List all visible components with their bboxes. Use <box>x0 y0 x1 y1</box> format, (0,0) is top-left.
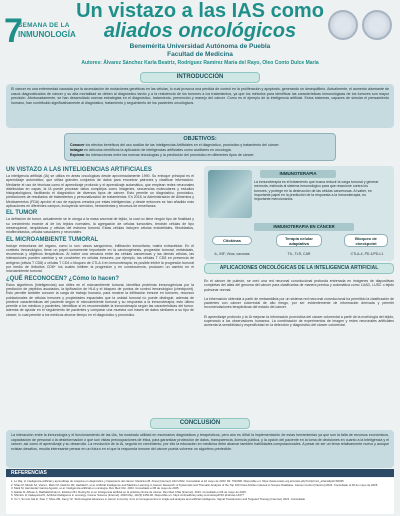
intro-text: El cáncer es una enfermedad causada por la acumulación de mutaciones genéticas en las células, lo cual provoca una pérdida de control en la proliferación y apoptosis, generando un desequilibrio. Actualmente, el aumento alarmante de casos diagnosticados de cáncer y su alta mortalidad se deben al diagnóstico tardío y a la resistencia de los tumores a los tratamientos, ya que los métodos para identificar las características inmunológicas de los tumores son mayor precisión. Afortunadamente, se han desarrollado nuevas estrategias en el diagnóstico, tratamiento, prevención y manejo del cáncer. Como es el ejemplo de la inteligencia artificial. Estos sistemas, capaces de simular el pensamiento humano, han contribuido significativamente al diagnóstico, tratamiento y seguimiento de los pacientes oncológicos. <box>6 84 394 128</box>
conclusion-text: La interacción entre la inmunología y el funcionamiento de las IAs, ha mostrado utilidad en escenarios diagnósticos y terapéuticos, pero aún es difícil la implementación de estas herramientas ya que son la falta de recursos económicos, capacitación de personal o la desinformación o que son vistas preocupaciones de ética, para garantizar protección de datos, transparencia, licencia pública, y la opción del paciente en la toma de decisiones en cuanto a la inteligencia y el cáncer, así como el aprendizaje y su desarrollo. La revolución de la IA, seguirá en crecimiento, por ello la educación en medicina debe abarcar también habilidades computacionales. A pesar de ser un tema relativamente nuevo y aunque existan desafíos, resulta interesante pensar en un futuro en el que la respuesta inmune del cáncer pueda volverse un algoritmo predecible. <box>6 430 394 468</box>
institution-name: Benemérita Universidad Autónoma de Puebla <box>129 43 271 50</box>
immunotherapy-box <box>204 166 394 261</box>
objective-verb: Explorar <box>70 152 85 157</box>
university-seal-icon <box>328 10 358 40</box>
section-text-ia: La inteligencia artificial (IA) se utiliza en áreas oncológicas desde aproximadamente 1990. Su enfoque principal es el aprendizaje automático, que utiliza grandes conjuntos de datos para encontrar patrones y clasificar información. Mediante el uso de técnicas como el aprendizaje profundo y el aprendizaje automático, que emplean redes neuronales distribuidas en capas, la IA puede procesar datos complejos como imágenes, secuencias moleculares y estudios histopatológicos, facilitando el diagnóstico de diversos tipos de cáncer. Esto permite un diagnóstico, pronóstico, predicciones de resultados de tratamientos y personalización de tratamientos. En 2018, la Administración de Alimentos y Medicamentos (FDA) aprobó el uso de equipos creados por estas inteligencias, y desde entonces se han añadido más aplicaciones en diferentes campos, incluyendo servicios, herramientas y recursos de enseñanza. <box>6 174 194 209</box>
poster-header <box>0 0 400 70</box>
faculty-seal-icon <box>362 10 392 40</box>
references-list <box>6 478 394 514</box>
conclusion-heading: CONCLUSIÓN <box>150 418 250 429</box>
poster-title-line2: aliados oncológicos <box>103 20 297 42</box>
intro-heading: INTRODUCCIÓN <box>140 72 260 83</box>
diagram-node-terapia: Terapia celular adaptativa <box>276 234 322 247</box>
objectives-box <box>64 133 336 161</box>
left-column <box>6 165 194 317</box>
immune-cell-image <box>208 170 252 218</box>
objective-item <box>70 153 330 158</box>
apps-paragraph-3: El aprendizaje profundo y la IA mejoran la información pronóstica del cáncer colorrectal a partir de la morfología del tejido, superando a los observadores humanos. La combinación de experimentos de imagen y redes neuronales artificiales aumenta la sensibilidad y especificidad en la detección y diagnóstico del cáncer colorrectal. <box>204 314 394 328</box>
apps-paragraph-2: La información obtenida a partir de metaanálisis por un sistema red neuronal convolucional ha permitido la clasificación de pacientes con cáncer colorrectal de alto riesgo, por ser evidentemente de información derivada y permitir recomendaciones terapéuticas del estado del cáncer. <box>204 296 394 310</box>
objective-text: en artículos científicos la aplicación de inteligencias artificiales como auxiliares en oncología. <box>82 147 232 152</box>
objective-verb: Conocer <box>70 143 85 147</box>
objective-text: los efectos benéficos del uso auxiliar de las Inteligencias Artificiales en el diagnóstico, pronóstico y tratamiento del cáncer. <box>84 143 280 147</box>
immunotherapy-diagram-heading: INMUNOTERAPIA EN CÁNCER <box>254 223 354 231</box>
authors-line: Autores: Álvarez Sánchez Karla Beatriz, Rodríguez Ramírez María del Rayo, Oleo Conto Dulce María <box>81 60 319 66</box>
section-title-ia: UN VISTAZO A LAS INTELIGENCIAS ARTIFICIALES <box>6 167 152 173</box>
section-text-reconocen: Estos algoritmos (Inteligencias) son útiles en el microambiente tumoral, identifica proteínas inmunogénicas por la predicción de péptidos asociados, la tipificación de HLA y el bloqueo de puntos de control inmunológico (checkpoint). Esto permite también conocer la carga de trabajo humano, para mostrar la infiltración inmune en tumores, recursos poblacionales de células inmunes y propiedades espaciales que la unidad tumoral no puede distinguir, además de predecir características del paciente según el microambiente tumoral y su respuesta a la inmunoterapia; esto último permite a los médicos y pacientes, identificar si es recomendable la inmunoterapia según las características del tumor, además de ayudar en el seguimiento de pacientes y comparar una muestra con bases de datos similares a su tipo de cáncer, lo cual permite a los médicos ahorrar tiempo en el diagnóstico y pronóstico. <box>6 282 194 317</box>
references-heading: REFERENCIAS <box>6 469 394 477</box>
diagram-node-citokinas: Citokinas <box>212 236 252 245</box>
reference-item: 4. Haider R, Alfwan A, Radhakrishnan A, Erickson BJ, Rodrig M, et al. Inteligencia artificial en la práctica clínica de cáncer. Rev Med Chile [Internet]. 2023. Consultado el 06 de mayo de 2025. <box>11 489 247 494</box>
section-title-reconocen: ¿QUÉ RECONOCEN? ¿Cómo lo hacen? <box>6 275 120 282</box>
objective-verb: Indagar <box>70 147 83 152</box>
diagram-node-checkpoint: Bloqueo de checkpoint <box>344 234 388 247</box>
logo-seven: 7 <box>4 12 23 50</box>
diagram-leaf-terapia: TIL, TLR, CAR <box>287 252 311 256</box>
diagram-leaf-citokinas: IL, INF, Virus, vacunas <box>214 252 250 256</box>
section-title-microambiente: EL MICROAMBIENTE TUMORAL <box>6 236 99 243</box>
reference-item: 3. Mark M, Hernández García Agustín, et al. Inteligencia artificial en oncología. Rev Med Clin. 2023. Consultado el 06 de mayo de 2025. <box>11 486 180 491</box>
immunotherapy-text: La inmunoterapia es el tratamiento que busca reducir la carga tumoral y generar memoria, estimula al sistema inmunológico para que reaccione contra los tumores, y protege en la destrucción de las células cancerosas. Al saber, es importante papel en la predicción de la respuesta a la inmunoterapia, es importante mencionarlos. <box>254 180 379 202</box>
reference-item: 5. Shimizu H, Nakayama KI. Artificial intelligence in oncology. Cancer Science [Internet]. 2020 May; 111(5):1452-60. Disponible en: https://onlinelibrary.wiley.com/doi/epdf/10.1111/cas.14377 <box>11 493 244 498</box>
section-text-tumor: La definición de tumor, actualmente se le otorga a la masa anormal de tejido, la cual no tiene ningún tipo de finalidad y su crecimiento excede al de los tejidos normales, la agregación de células tumorales, tendrán células de tipo mesenquimal, neoplásicas y células del estroma tumoral. Estas células incluyen células endoteliales, fibroblastos, miofibroblastos, células vasculares y neuronales. <box>6 217 194 235</box>
objective-text: las interacciones entre las nuevas tecnologías y la predicción del pronóstico en diferentes tipos de cáncer. <box>84 152 255 157</box>
faculty-name: Facultad de Medicina <box>167 51 233 58</box>
poster-title-line1: Un vistazo a las IAS como <box>76 0 324 22</box>
logo-line2: INMUNOLOGÍA <box>18 30 76 39</box>
diagram-leaf-checkpoint: CTLA-4, PD-1/PD-L1 <box>350 252 384 256</box>
section-title-tumor: EL TUMOR <box>6 210 38 217</box>
logo-line1: SEMANA DE LA <box>18 22 70 29</box>
apps-paragraph-1: En el cáncer de pulmón, se creó una red neuronal convolucional profunda entrenada en imágenes de diapositivas completas del atlas del genoma del cáncer para clasificarlas de manera precisa y automática como LUAD, LUSC o tejido pulmonar normal. <box>204 279 394 292</box>
section-text-microambiente: Incluye estructuras del órgano, como lo son: vasos sanguíneos, infiltración inmunitaria, matriz extracelular. En el contexto inmunológico, tiene un papel sumamente importante en la carcinogénesis, progresión tumoral, metástasis, recurrencia y objetivos terapéuticos. Al haber una cercanía entre las células cancerosas y las demás células, las interacciones pueden cambiar y se convierten en células inmunes; por ejemplo, las células T CD8 en presencia de antígeno (célula T CD8) o células T CD4 o bloqueo de CTLA 4 en inmunoterapia; es posible inhibir la progresión tumoral por medio de linfocitos CD8+ los cuales inhiben la progresión y en consecuencia, producen un cambio en el microambiente tumoral. <box>6 243 194 274</box>
reference-item: 1. Lo Raj, H. Inteligencia artificial y aprendizaje de máquina en diagnóstico y tratamiento del cáncer. Medicina (B. Aires) [internet]. Abril 2022. Consultado el 10 mayo de 2023. 82: 769-800. Disponible en: https://www.scielo.org.ar/scielo.php?script=sci_arttext&pid=S0025 <box>11 479 344 483</box>
immunotherapy-heading: INMUNOTERAPIA <box>260 170 336 178</box>
objectives-heading: OBJETIVOS: <box>183 136 217 142</box>
right-column <box>204 263 394 328</box>
reference-item: 2. Shao M, Mirabi SJ, Vieira I, Marin M, Nashmi JM, Haddad F, et al. Artificial Intelligence and Machine Learning in Cancer Research: A Systematic and Thematic Analysis of the Top 100 Cited Articles Indexed in Scopus Database. Cancer Control [Internet] 2024. Consultado el 06 de mayo de 2025. <box>11 482 379 487</box>
reference-item: 6. Xu Y, Su GH, Ma D, Xiao Y, Shao ZM, Jiang YZ. Technological advances in cancer immunity: from immunogenomics to single-cell analysis and artificial intelligence. Signal Transduction and Targeted Therapy [Internet]. 2021. Consultado <box>11 496 306 501</box>
apps-heading: APLICACIONES ONCOLÓGICAS DE LA INTELIGENCIA ARTIFICIAL <box>204 263 394 274</box>
